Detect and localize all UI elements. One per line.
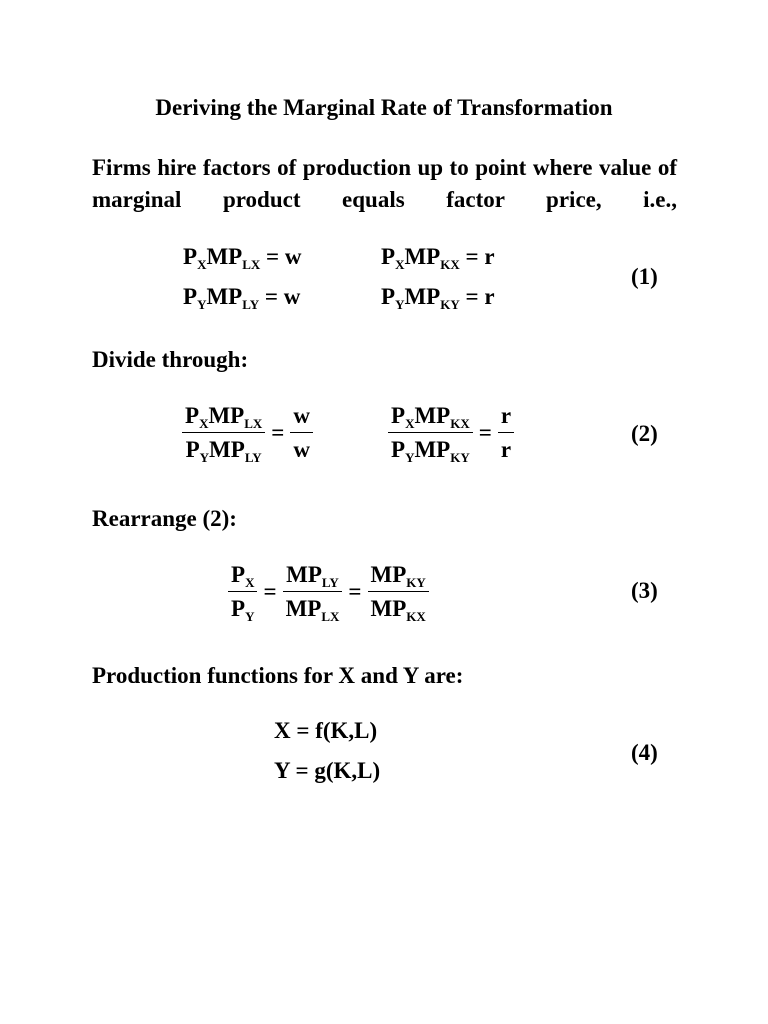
eq2-right — [388, 403, 514, 463]
eq1-row1-right: $P_XMP_{KX} = r$ — [381, 244, 495, 272]
eq2-right-rhs-fraction: $\frac{r}{r}$ — [498, 403, 514, 463]
equals-sign: = — [271, 420, 285, 445]
eq1-row2-right: $P_YMP_{KY} = r$ — [381, 284, 495, 312]
eq3-price-ratio: $\frac{P_X}{P_Y}$ — [228, 562, 257, 622]
eq1-row2-left: $P_YMP_{LY} = w$ — [183, 284, 301, 312]
production-label: Production functions for X and Y are: — [92, 663, 464, 688]
eq3-capital-ratio: $\frac{MP_{KY}}{MP_{KX}}$ — [368, 562, 429, 622]
eq4-number: (4) — [631, 740, 658, 765]
eq1-number: (1) — [631, 264, 658, 289]
rearrange-label: Rearrange (2): — [92, 506, 237, 531]
eq4-line1: X = f(K,L) — [274, 718, 378, 743]
eq3-number: (3) — [631, 578, 658, 603]
intro-paragraph: Firms hire factors of production up to point where value of marginal product equals factor price, i.e., — [92, 155, 677, 212]
divide-label: Divide through: — [92, 347, 249, 372]
eq1-row1-left: $P_XMP_{LX} = w$ — [183, 244, 302, 272]
eq4-line2: Y = g(K,L) — [274, 758, 381, 783]
equals-sign: = — [348, 579, 362, 604]
eq2-right-lhs-fraction: $\frac{P_XMP_{KX}}{P_YMP_{KY}}$ — [388, 403, 473, 463]
eq3 — [228, 562, 429, 622]
eq3-labor-ratio: $\frac{MP_{LY}}{MP_{LX}}$ — [283, 562, 343, 622]
eq2-number: (2) — [631, 421, 658, 446]
eq2-left-rhs-fraction: $\frac{w}{w}$ — [290, 403, 313, 463]
equals-sign: = — [478, 420, 492, 445]
equals-sign: = — [263, 579, 277, 604]
page-title: Deriving the Marginal Rate of Transformation — [155, 95, 613, 120]
eq2-left — [182, 403, 313, 463]
eq2-left-lhs-fraction: $\frac{P_XMP_{LX}}{P_YMP_{LY}}$ — [182, 403, 265, 463]
